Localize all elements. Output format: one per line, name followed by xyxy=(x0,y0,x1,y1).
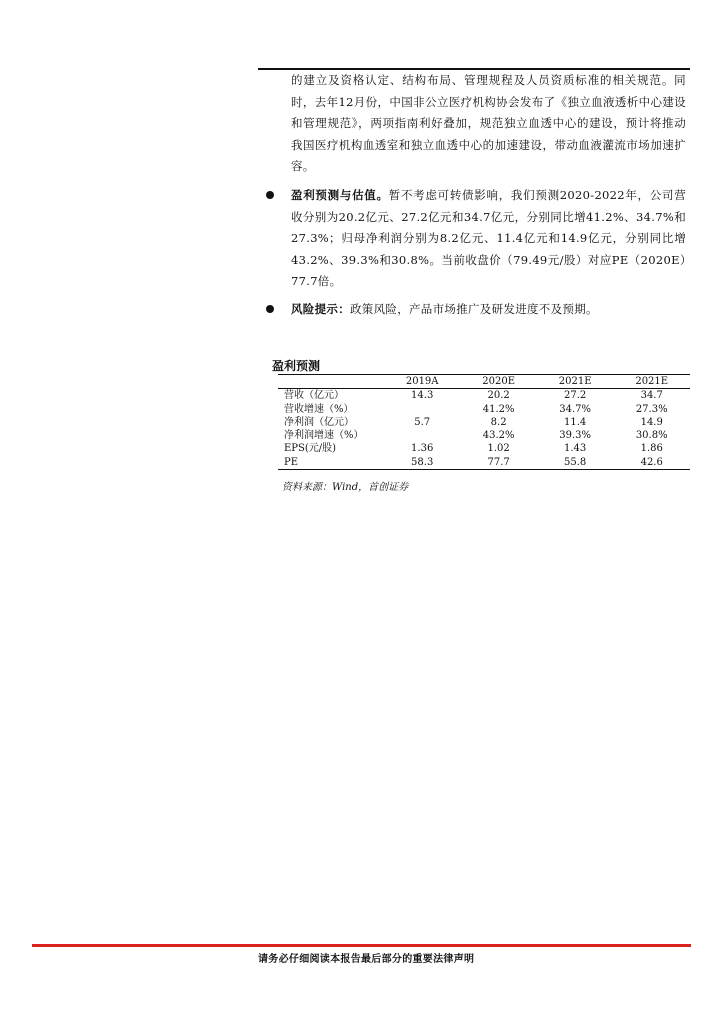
table-cell: 1.36 xyxy=(411,443,434,455)
risk-paragraph xyxy=(291,299,686,321)
risk-heading: 风险提示： xyxy=(291,302,350,316)
table-cell: 11.4 xyxy=(564,416,587,428)
forecast-paragraph xyxy=(291,185,686,293)
table-header-cell xyxy=(278,375,384,389)
row-label: 营收增速（%） xyxy=(284,403,354,415)
table-header-cell: 2020E xyxy=(460,375,537,389)
table-cell: 8.2 xyxy=(490,416,507,428)
intro-paragraph: 的建立及资格认定、结构布局、管理规程及人员资质标准的相关规范。同时，去年12月份，中国非公立医疗机构协会发布了《独立血液透析中心建设和管理规范》，两项指南利好叠加，规范独立血透中心的建设，预计将推动我国医疗机构血透室和独立血透中心的加速建设，带动血液灌流市场加速扩容。 xyxy=(291,73,686,173)
row-label: 净利润增速（%） xyxy=(284,430,364,442)
table-cell: 55.8 xyxy=(537,456,614,470)
table-cell: 58.3 xyxy=(384,456,460,470)
table-cell: 43.2% xyxy=(482,430,515,442)
risk-body: 政策风险，产品市场推广及研发进度不及预期。 xyxy=(350,302,598,316)
table-header-cell: 2021E xyxy=(537,375,614,389)
footer-divider xyxy=(32,944,691,947)
table-cell: 34.7% xyxy=(559,403,592,415)
table-cell: 14.3 xyxy=(411,390,434,402)
table-row xyxy=(278,416,690,429)
table-header-cell: 2021E xyxy=(613,375,690,389)
table-cell: 1.02 xyxy=(487,443,510,455)
table-cell: 77.7 xyxy=(460,456,537,470)
table-cell: 34.7 xyxy=(640,390,663,402)
table-row xyxy=(278,456,690,470)
table-cell: 30.8% xyxy=(635,430,668,442)
table-cell: 5.7 xyxy=(414,416,431,428)
bullet-icon xyxy=(266,191,274,199)
table-cell: 39.3% xyxy=(559,430,592,442)
table-header-cell: 2019A xyxy=(384,375,460,389)
forecast-heading: 盈利预测与估值。 xyxy=(291,188,389,202)
bullet-icon xyxy=(266,305,274,313)
row-label: 营收（亿元） xyxy=(284,390,344,402)
table-row xyxy=(278,403,690,416)
table-row xyxy=(278,442,690,455)
table-cell: 27.2 xyxy=(564,390,587,402)
table-cell: 27.3% xyxy=(635,403,668,415)
row-label: PE xyxy=(278,456,384,470)
table-cell: 20.2 xyxy=(487,390,510,402)
row-label: EPS(元/股) xyxy=(284,443,337,455)
footer-disclaimer: 请务必仔细阅读本报告最后部分的重要法律声明 xyxy=(258,954,475,965)
table-cell xyxy=(384,403,460,416)
table-cell: 41.2% xyxy=(482,403,515,415)
table-title: 盈利预测 xyxy=(272,359,321,373)
forecast-table xyxy=(278,374,690,470)
table-cell: 14.9 xyxy=(640,416,663,428)
table-header-row xyxy=(278,375,690,389)
table-source: 资料来源：Wind，首创证券 xyxy=(282,482,409,493)
table-row xyxy=(278,429,690,442)
row-label: 净利润（亿元） xyxy=(284,416,354,428)
forecast-body: 暂不考虑可转债影响，我们预测2020-2022年，公司营收分别为20.2亿元、27.2亿元和34.7亿元，分别同比增41.2%、34.7%和27.3%；归母净利润分别为8.2亿元、11.4亿元和14.9亿元，分别同比增43.2%、39.3%和30.8%。当前收盘价（79.49元/股）对应PE（2020E）77.7倍。 xyxy=(291,188,686,288)
table-cell xyxy=(384,429,460,442)
table-row xyxy=(278,389,690,403)
table-cell: 1.86 xyxy=(640,443,663,455)
table-cell: 1.43 xyxy=(564,443,587,455)
table-cell: 42.6 xyxy=(613,456,690,470)
